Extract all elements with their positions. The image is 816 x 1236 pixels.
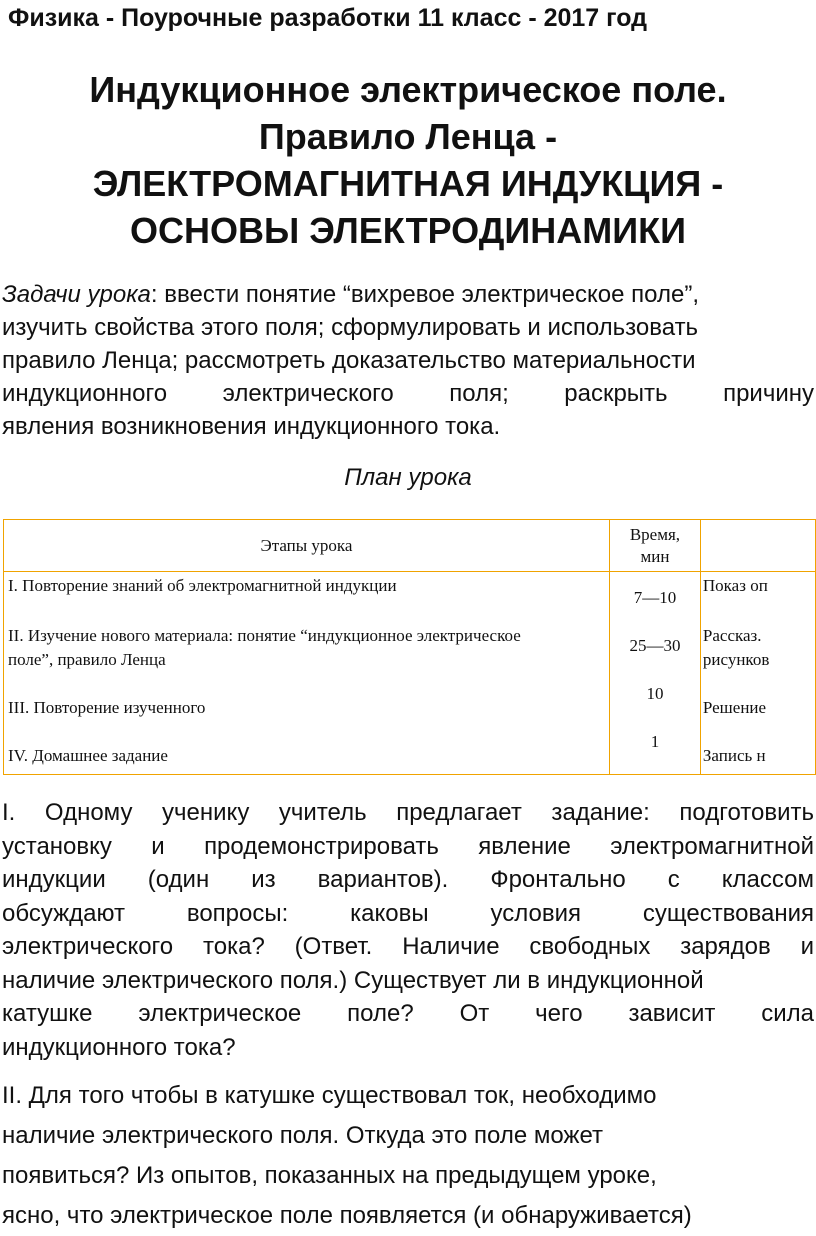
table-header-row [4,520,816,572]
time-2: 25—30 [629,636,681,655]
tasks-line: правило Ленца; рассмотреть доказательство материальности [2,347,696,374]
paragraph-line: наличие электрического поля. Откуда это поле может [2,1122,604,1149]
method-2-cont: рисунков [702,650,770,669]
title-line: ОСНОВЫ ЭЛЕКТРОДИНАМИКИ [130,210,686,251]
stage-4: IV. Домашнее задание [8,746,168,765]
method-1: Показ оп [702,576,768,595]
header-stages: Этапы урока [4,520,610,572]
tasks-line: Задачи урока: ввести понятие “вихревое электрическое поле”, [2,281,699,308]
paragraph-line: II. Для того чтобы в катушке существовал ток, необходимо [2,1082,657,1109]
tasks-line: индукционного электрического поля; раскрыть причину [2,380,814,407]
title-line: ЭЛЕКТРОМАГНИТНАЯ ИНДУКЦИЯ - [92,163,724,204]
stage-2: II. Изучение нового материала: понятие “индукционное электрическое [8,626,521,645]
method-4: Запись н [702,746,766,765]
paragraph-line: электрического тока? (Ответ. Наличие свободных зарядов и [2,933,814,960]
lesson-plan-table [3,519,816,775]
stage-3: III. Повторение изученного [8,698,206,717]
page-header: Физика - Поурочные разработки 11 класс - 2017 год [8,4,648,32]
paragraph-line: I. Одному ученику учитель предлагает задание: подготовить [2,799,814,826]
paragraph-line: появиться? Из опытов, показанных на предыдущем уроке, [2,1162,657,1189]
paragraph-line: катушке электрическое поле? От чего зависит сила [2,1000,814,1027]
paragraph-line: индукции (один из вариантов). Фронтально с классом [2,866,814,893]
time-4: 1 [650,732,660,751]
lesson-tasks [2,278,816,443]
title-line: Правило Ленца - [258,116,558,157]
tasks-line: явления возникновения индукционного тока. [2,413,501,440]
time-3: 10 [646,684,664,703]
stage-2-cont: поле”, правило Ленца [8,650,166,669]
paragraph-2 [2,1076,816,1236]
stage-1: I. Повторение знаний об электромагнитной индукции [8,576,397,595]
time-1: 7—10 [633,588,677,607]
method-3: Решение [702,698,767,717]
header-time: Время, мин [609,520,700,572]
header-methods [700,520,815,572]
title-line: Индукционное электрическое поле. [89,69,727,110]
paragraph-line: наличие электрического поля.) Существует ли в индукционной [2,966,704,994]
paragraph-line: установку и продемонстрировать явление электромагнитной [2,832,814,860]
paragraph-line: обсуждают вопросы: каковы условия существования [2,899,814,927]
table-body-row [4,572,816,775]
paragraph-1 [2,796,816,1064]
paragraph-line: индукционного тока? [2,1033,236,1061]
page-title [0,66,816,254]
tasks-label: Задачи урока [2,281,151,308]
plan-title: План урока [344,464,472,491]
tasks-line: изучить свойства этого поля; сформулировать и использовать [2,314,699,341]
method-2: Рассказ. [702,626,762,645]
paragraph-line: ясно, что электрическое поле появляется (и обнаруживается) [2,1202,692,1229]
